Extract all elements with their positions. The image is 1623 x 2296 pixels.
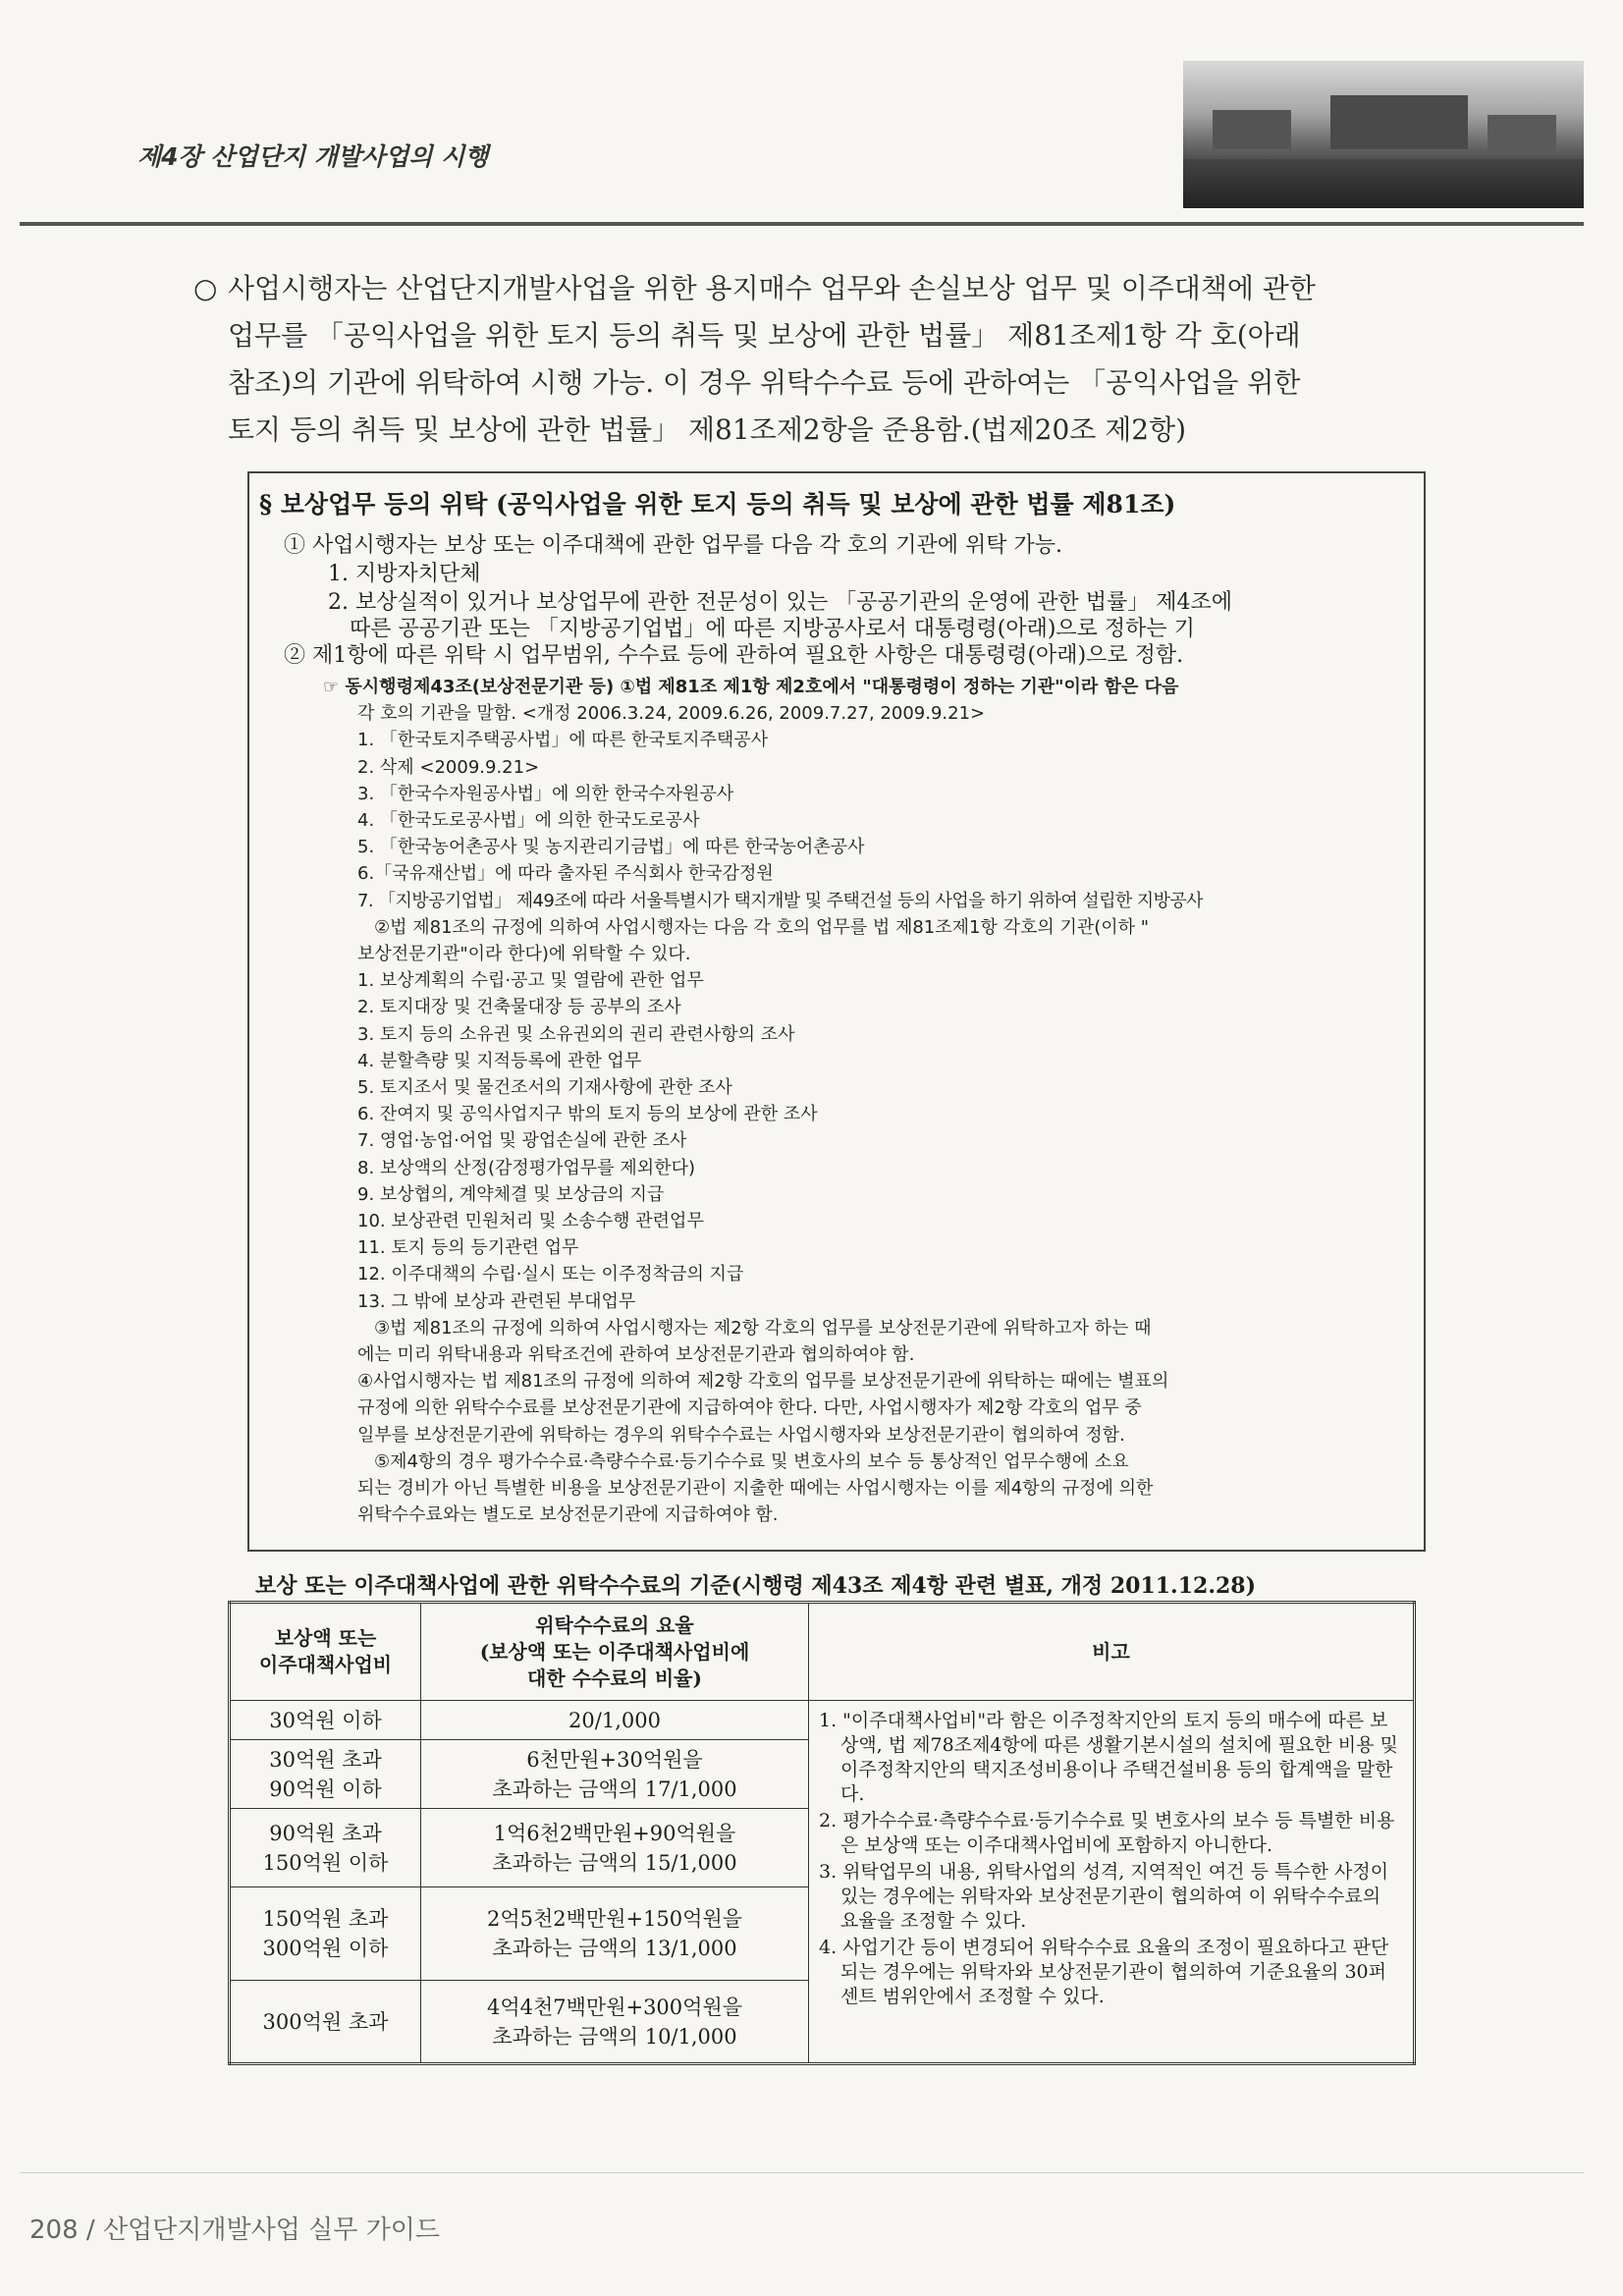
page-number: 208	[29, 2215, 79, 2245]
decree-line: 6.「국유재산법」에 따라 출자된 주식회사 한국감정원	[357, 863, 774, 885]
remark-item: 4. 사업기간 등이 변경되어 위탁수수료 요율의 조정이 필요하다고 판단되는 경우에는 위탁자와 보상전문기관이 협의하여 기준요율의 30퍼센트 범위안에서 조정할 수 있다.	[819, 1937, 1389, 2007]
amount-cell: 90억원 초과 150억원 이하	[230, 1809, 421, 1887]
decree-line: ⑤제4항의 경우 평가수수료·측량수수료·등기수수료 및 변호사의 보수 등 통상적인 업무수행에 소요	[374, 1450, 1129, 1472]
remark-item: 3. 위탁업무의 내용, 위탁사업의 성격, 지역적인 여건 등 특수한 사정이 있는 경우에는 위탁자와 보상전문기관이 협의하여 이 위탁수수료의 요율을 조정할 수 있다.	[819, 1861, 1389, 1932]
table-title: 보상 또는 이주대책사업에 관한 위탁수수료의 기준(시행령 제43조 제4항 관련 별표, 개정 2011.12.28)	[255, 1573, 1257, 1599]
decree-line: 되는 경비가 아닌 특별한 비용을 보상전문기관이 지출한 때에는 사업시행자는 이를 제4항의 규정에 의한	[357, 1478, 1154, 1500]
decree-line: 위탁수수료와는 별도로 보상전문기관에 지급하여야 함.	[357, 1504, 779, 1526]
decree-line: 보상전문기관"이라 한다)에 위탁할 수 있다.	[357, 944, 691, 965]
rate-cell: 6천만원+30억원을 초과하는 금액의 17/1,000	[421, 1740, 809, 1809]
decree-line: 일부를 보상전문기관에 위탁하는 경우의 위탁수수료는 사업시행자와 보상전문기관이 협의하여 정함.	[357, 1424, 1125, 1446]
intro-line: 토지 등의 취득 및 보상에 관한 법률」 제81조제2항을 준용함.(법제20조 제2항)	[228, 413, 1187, 446]
table-row	[230, 1701, 1415, 1740]
decree-line: 4. 분할측량 및 지적등록에 관한 업무	[357, 1050, 642, 1071]
box-title: § 보상업무 등의 위탁 (공익사업을 위한 토지 등의 취득 및 보상에 관한 법률 제81조)	[259, 490, 1176, 519]
decree-line: 12. 이주대책의 수립·실시 또는 이주정착금의 지급	[357, 1264, 744, 1285]
decree-line: 5. 토지조서 및 물건조서의 기재사항에 관한 조사	[357, 1077, 732, 1099]
clause-line: 2. 보상실적이 있거나 보상업무에 관한 전문성이 있는 「공공기관의 운영에 관한 법률」 제4조에	[328, 590, 1232, 615]
table-header-row	[230, 1603, 1415, 1701]
remark-item: 2. 평가수수료·측량수수료·등기수수료 및 변호사의 보수 등 특별한 비용은 보상액 또는 이주대책사업비에 포함하지 아니한다.	[819, 1810, 1395, 1856]
clause-line: 따른 공공기관 또는 「지방공기업법」에 따른 지방공사로서 대통령령(아래)으로 정하는 기	[350, 617, 1195, 641]
decree-line: 7. 「지방공기업법」 제49조에 따라 서울특별시가 택지개발 및 주택건설 등의 사업을 하기 위하여 설립한 지방공사	[357, 890, 1203, 911]
intro-line: 참조)의 기관에 위탁하여 시행 가능. 이 경우 위탁수수료 등에 관하여는 「공익사업을 위한	[228, 366, 1301, 399]
header-rate: 위탁수수료의 요율 (보상액 또는 이주대책사업비에 대한 수수료의 비율)	[421, 1603, 809, 1701]
amount-cell: 30억원 이하	[230, 1701, 421, 1740]
decree-line: 5. 「한국농어촌공사 및 농지관리기금법」에 따른 한국농어촌공사	[357, 837, 865, 858]
bullet-icon: ○	[193, 272, 218, 304]
decree-line: 에는 미리 위탁내용과 위탁조건에 관하여 보상전문기관과 협의하여야 함.	[357, 1344, 915, 1366]
decree-line: 규정에 의한 위탁수수료를 보상전문기관에 지급하여야 한다. 다만, 사업시행자가 제2항 각호의 업무 중	[357, 1397, 1142, 1419]
decree-line: 11. 토지 등의 등기관련 업무	[357, 1237, 579, 1259]
decree-text	[323, 674, 1203, 1529]
amount-cell: 30억원 초과 90억원 이하	[230, 1740, 421, 1809]
decree-line: 9. 보상협의, 계약체결 및 보상금의 지급	[357, 1183, 665, 1205]
footer-separator: /	[85, 2215, 95, 2245]
decree-line: 8. 보상액의 산정(감정평가업무를 제외한다)	[357, 1157, 695, 1178]
decree-line: ③법 제81조의 규정에 의하여 사업시행자는 제2항 각호의 업무를 보상전문기관에 위탁하고자 하는 때	[374, 1317, 1152, 1339]
rate-cell: 1억6천2백만원+90억원을 초과하는 금액의 15/1,000	[421, 1809, 809, 1887]
header-amount: 보상액 또는 이주대책사업비	[230, 1603, 421, 1701]
footer-divider	[20, 2172, 1584, 2173]
decree-line: ☞ 동시행령제43조(보상전문기관 등) ①법 제81조 제1항 제2호에서 "대통령령이 정하는 기관"이라 함은 다음	[323, 677, 1179, 697]
decree-line: 6. 잔여지 및 공익사업지구 밖의 토지 등의 보상에 관한 조사	[357, 1104, 818, 1125]
decree-line: 2. 삭제 <2009.9.21>	[357, 756, 540, 778]
page-footer	[29, 2210, 440, 2246]
header-divider	[20, 222, 1584, 226]
amount-cell: 150억원 초과 300억원 이하	[230, 1887, 421, 1981]
rate-cell: 20/1,000	[421, 1701, 809, 1740]
decree-line: 1. 「한국토지주택공사법」에 따른 한국토지주택공사	[357, 730, 769, 751]
header-remarks: 비고	[809, 1603, 1415, 1701]
intro-paragraph	[193, 265, 1445, 454]
decree-line: 1. 보상계획의 수립·공고 및 열람에 관한 업무	[357, 970, 704, 992]
clause-line: 1. 지방자치단체	[328, 562, 481, 586]
clause-line: ① 사업시행자는 보상 또는 이주대책에 관한 업무를 다음 각 호의 기관에 위탁 가능.	[284, 533, 1062, 558]
decree-line: 2. 토지대장 및 건축물대장 등 공부의 조사	[357, 997, 681, 1018]
decree-line: 13. 그 밖에 보상과 관련된 부대업무	[357, 1290, 636, 1312]
header-photo	[1183, 61, 1584, 208]
intro-line: 업무를 「공익사업을 위한 토지 등의 취득 및 보상에 관한 법률」 제81조제1항 각 호(아래	[228, 319, 1301, 352]
chapter-title: 제4장 산업단지 개발사업의 시행	[137, 142, 489, 171]
guide-title: 산업단지개발사업 실무 가이드	[102, 2215, 440, 2245]
amount-cell: 300억원 초과	[230, 1981, 421, 2064]
law-excerpt-box	[247, 471, 1426, 1552]
clause-line: ② 제1항에 따른 위탁 시 업무범위, 수수료 등에 관하여 필요한 사항은 대통령령(아래)으로 정함.	[284, 643, 1184, 668]
decree-line: 3. 「한국수자원공사법」에 의한 한국수자원공사	[357, 783, 734, 804]
decree-line: ②법 제81조의 규정에 의하여 사업시행자는 다음 각 호의 업무를 법 제81조제1항 각호의 기관(이하 "	[374, 916, 1150, 938]
rate-cell: 2억5천2백만원+150억원을 초과하는 금액의 13/1,000	[421, 1887, 809, 1981]
remark-item: 1. "이주대책사업비"라 함은 이주정착지안의 토지 등의 매수에 따른 보상액, 법 제78조제4항에 따른 생활기본시설의 설치에 필요한 비용 및 이주정착지안의 택지조성비용이나 주택건설비용 등의 합계액을 말한다.	[819, 1710, 1398, 1805]
decree-line: 각 호의 기관을 말함. <개정 2006.3.24, 2009.6.26, 2009.7.27, 2009.9.21>	[357, 703, 986, 725]
decree-line: 10. 보상관련 민원처리 및 소송수행 관련업무	[357, 1211, 704, 1232]
rate-cell: 4억4천7백만원+300억원을 초과하는 금액의 10/1,000	[421, 1981, 809, 2064]
decree-line: 7. 영업·농업·어업 및 광업손실에 관한 조사	[357, 1130, 687, 1152]
fee-table	[228, 1601, 1416, 2065]
decree-line: ④사업시행자는 법 제81조의 규정에 의하여 제2항 각호의 업무를 보상전문기관에 위탁하는 때에는 별표의	[357, 1371, 1169, 1393]
decree-line: 3. 토지 등의 소유권 및 소유권외의 권리 관련사항의 조사	[357, 1023, 795, 1045]
remarks-cell	[809, 1701, 1415, 2064]
page-header	[0, 0, 1623, 236]
decree-line: 4. 「한국도로공사법」에 의한 한국도로공사	[357, 810, 700, 832]
intro-line: 사업시행자는 산업단지개발사업을 위한 용지매수 업무와 손실보상 업무 및 이주대책에 관한	[228, 272, 1316, 304]
